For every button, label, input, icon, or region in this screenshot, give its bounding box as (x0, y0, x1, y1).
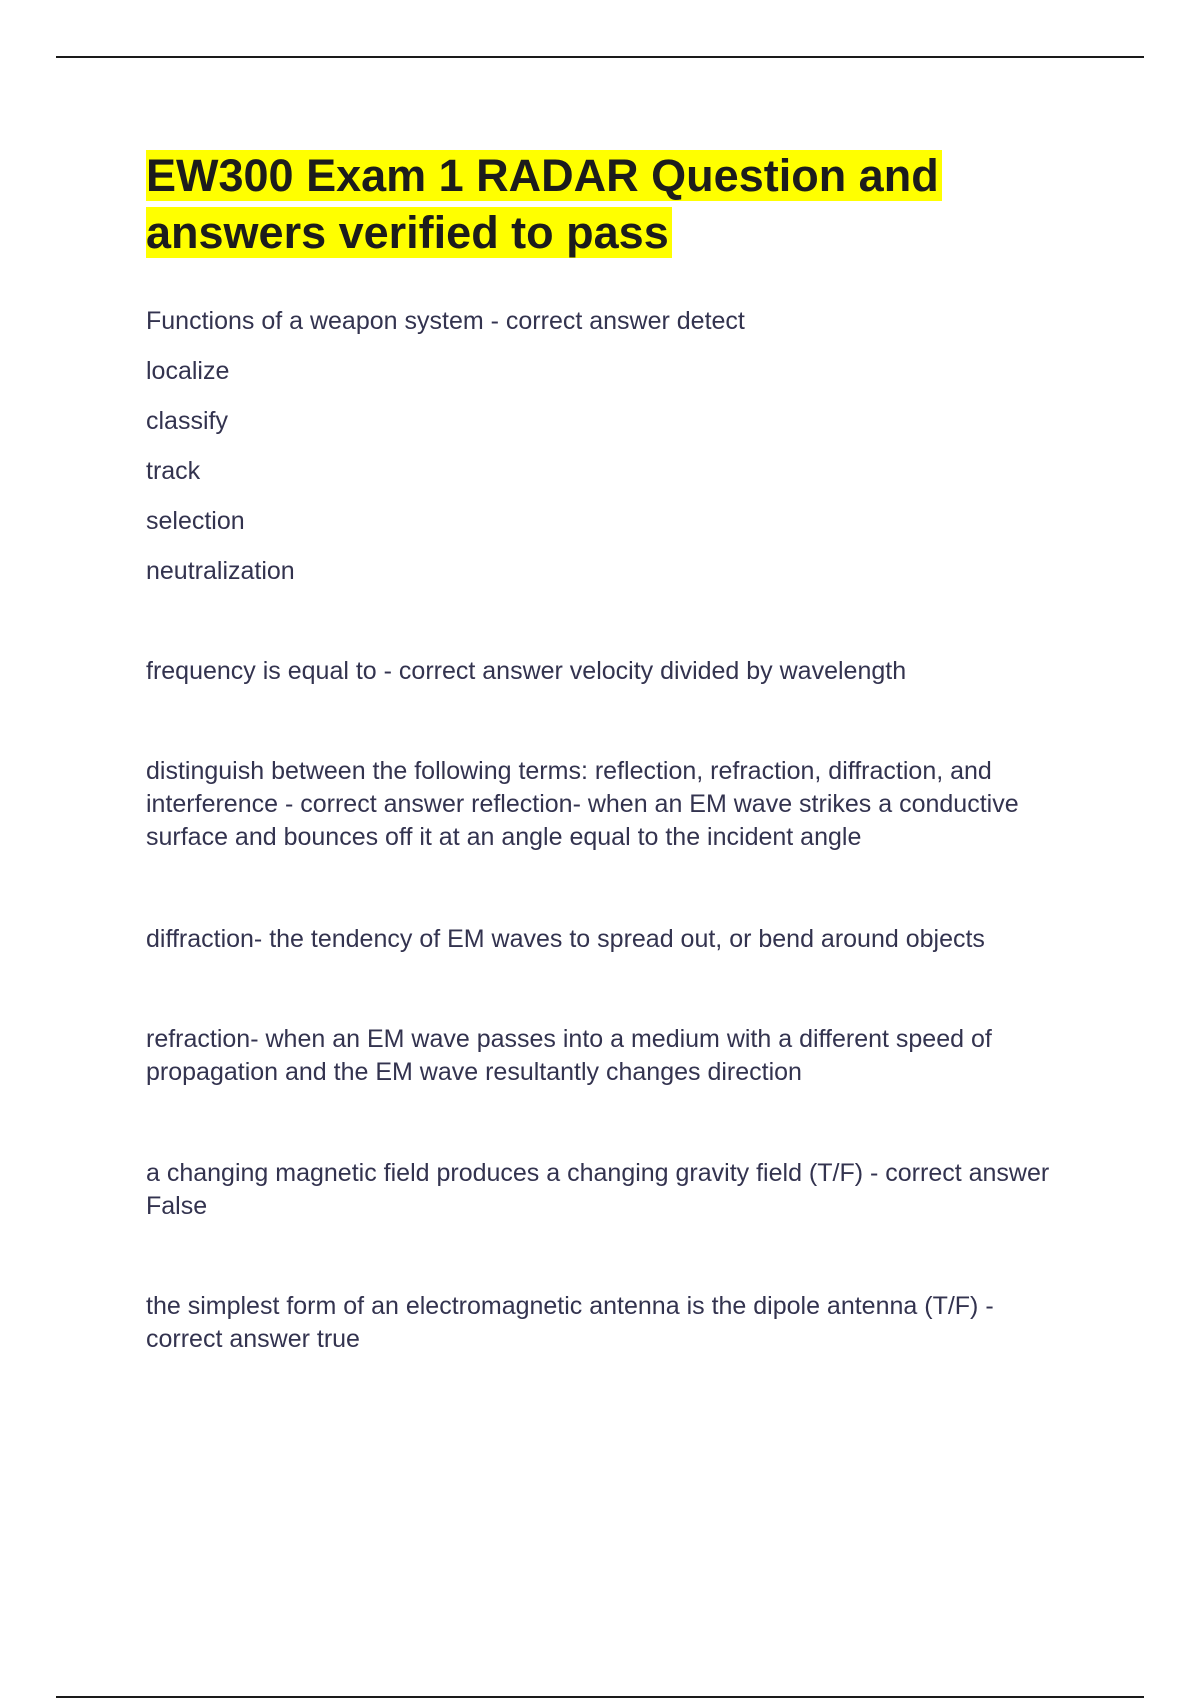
qa-block (146, 755, 1076, 854)
qa-text: frequency is equal to - correct answer velocity divided by wavelength (146, 657, 907, 685)
list-item: localize (146, 357, 230, 385)
qa-block (146, 1157, 1076, 1223)
qa-text: refraction- when an EM wave passes into a medium with a different speed of propagation and the EM wave resultantly changes direction (146, 1025, 992, 1086)
top-rule (56, 56, 1144, 58)
qa-text: distinguish between the following terms: reflection, refraction, diffraction, and interference - correct answer reflection- when an EM wave strikes a conductive surface and bounces off it at an angle equal to the incident angle (146, 757, 1019, 851)
document-title (146, 147, 1046, 261)
qa-block (146, 1023, 1076, 1089)
list-item: neutralization (146, 557, 295, 585)
qa-block (146, 923, 1076, 956)
qa-text: a changing magnetic field produces a changing gravity field (T/F) - correct answer False (146, 1159, 1050, 1220)
weapon-functions-list (146, 305, 745, 605)
qa-block (146, 1290, 1076, 1356)
list-item: classify (146, 407, 228, 435)
list-item: track (146, 457, 201, 485)
title-highlight: EW300 Exam 1 RADAR Question and answers verified to pass (146, 150, 942, 258)
list-item: selection (146, 507, 245, 535)
qa-text: the simplest form of an electromagnetic antenna is the dipole antenna (T/F) - correct answer true (146, 1292, 994, 1353)
qa-question-line: Functions of a weapon system - correct answer detect (146, 307, 745, 335)
bottom-rule (56, 1696, 1144, 1698)
qa-text: diffraction- the tendency of EM waves to spread out, or bend around objects (146, 925, 985, 953)
qa-block (146, 655, 1076, 688)
